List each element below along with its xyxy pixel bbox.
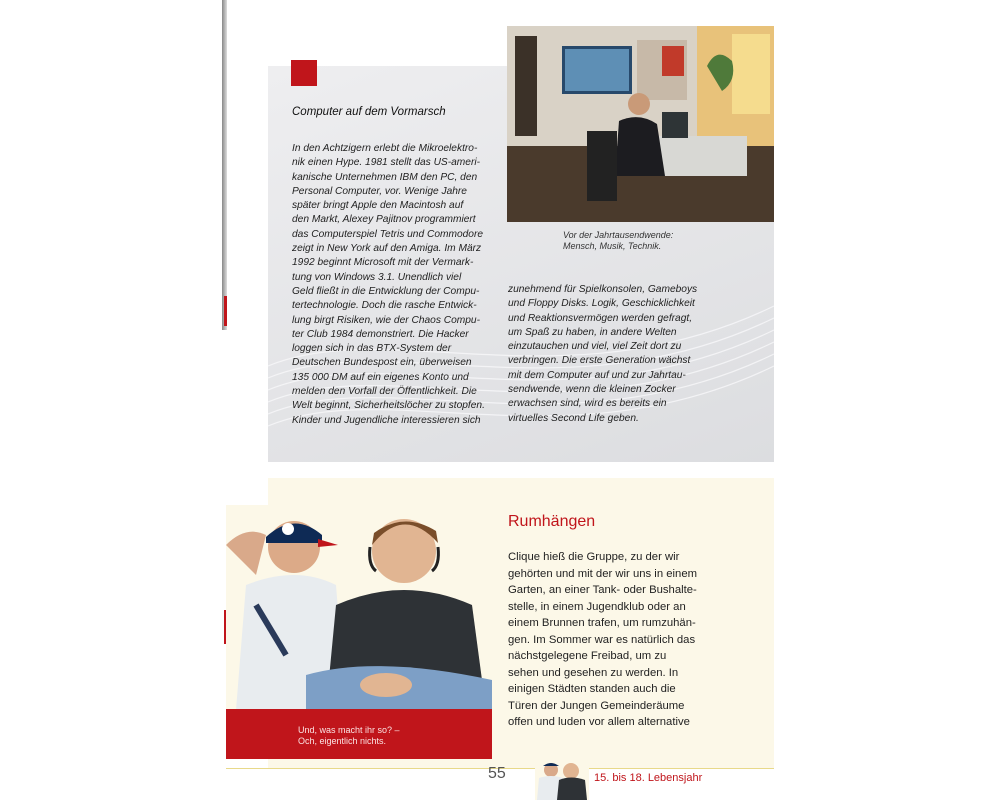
page-number: 55 — [488, 765, 506, 782]
edge-marker — [224, 296, 227, 326]
section-marker — [291, 60, 317, 86]
chapter-label: 15. bis 18. Lebensjahr — [594, 772, 703, 784]
section-body: Clique hieß die Gruppe, zu der wir gehörten und mit der wir uns in einem Garten, an einer Tank- oder Bushalte- stelle, in einem Jugendklub oder an einem Brunnen trafen, um rumzuhän- gen. Im Sommer war es natürlich das nächstgelegene Freibad, um zu sehen und gesehen zu werden. In einigen Städten standen auch die Türen der Jungen Gemeinderäume offen und luden vor allem alternative — [508, 551, 698, 728]
teens-photo-caption: Und, was macht ihr so? – Och, eigentlich nichts. — [298, 725, 400, 746]
studio-photo-caption: Vor der Jahrtausendwende: Mensch, Musik, Technik. — [563, 230, 674, 251]
article-column-1: In den Achtzigern erlebt die Mikroelektro- nik einen Hype. 1981 stellt das US-ameri- kanische Unternehmen IBM den PC, den Personal Computer, vor. Wenige Jahre später bringt Apple den Macintosh auf den Markt, Alexey Pajitnov programmiert das Computerspiel Tetris und Commodore zeigt in New York auf den Amiga. Im März 1992 beginnt Microsoft mit der Vermark- tung von Windows 3.1. Unendlich viel Geld fließt in die Entwicklung der Compu- tertechnologie. Doch die rasche Entwick- lung birgt Risiken, wie der Chaos Compu- ter Club 1984 demonstriert. Die Hacker loggen sich in das BTX-System der Deutschen Bundespost ein, überweisen 135 000 DM auf ein eigenes Konto und melden den Vorfall der Öffentlichkeit. Die Welt beginnt, Sicherheitslöcher zu stopfen. Kinder und Jugendliche interessieren sich — [292, 143, 485, 426]
article-column-2: zunehmend für Spielkonsolen, Gameboys und Floppy Disks. Logik, Geschicklichkeit und Reaktionsvermögen werden gefragt, um Spaß zu haben, in andere Welten einzutauchen und viel, viel Zeit dort zu verbringen. Die erste Generation wächst mit dem Computer auf und zur Jahrtau- sendwende, wenn die kleinen Zocker erwachsen sind, wird es bereits ein virtuelles Second Life geben. — [508, 284, 698, 424]
studio-photo — [507, 26, 774, 222]
footer-thumbnail — [535, 758, 589, 800]
section-heading: Rumhängen — [508, 513, 596, 530]
article-heading: Computer auf dem Vormarsch — [292, 106, 446, 118]
page-edge-shadow — [222, 0, 227, 330]
teens-photo — [226, 505, 492, 710]
